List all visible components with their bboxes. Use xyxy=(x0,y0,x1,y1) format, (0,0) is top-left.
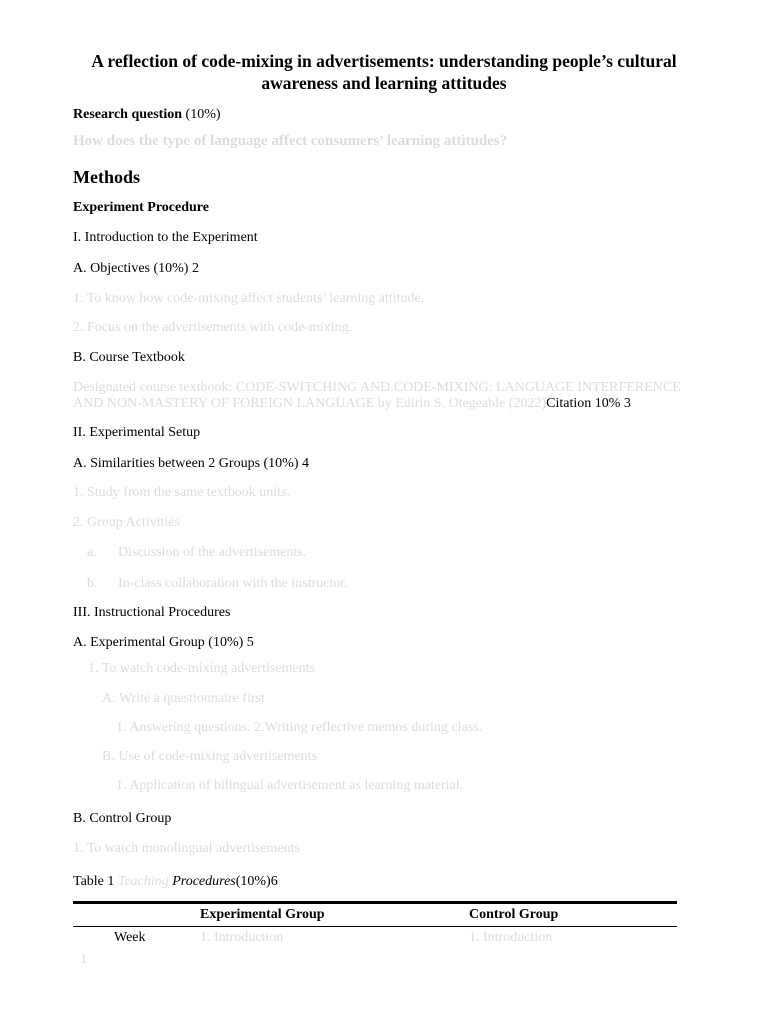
section-introduction: I. Introduction to the Experiment xyxy=(73,230,258,245)
objective-item-1: 1. To know how code-mixing affect students’ learning attitude. xyxy=(73,291,425,306)
similarity-item-1: 1. Study from the same textbook units. xyxy=(73,485,290,500)
experimental-item-1: 1. To watch code-mixing advertisements xyxy=(88,661,315,676)
table-header-rule xyxy=(73,926,677,927)
methods-heading: Methods xyxy=(73,167,140,187)
course-textbook-line-2 xyxy=(73,396,631,412)
research-question-weight: (10%) xyxy=(185,107,221,122)
experimental-item-1a: A. Write a questionnaire first xyxy=(102,691,265,706)
table-row-week-label: Week xyxy=(114,930,146,945)
objective-item-2: 2. Focus on the advertisements with code-mixing. xyxy=(73,320,353,335)
section-experimental-setup: II. Experimental Setup xyxy=(73,425,201,440)
similarity-item-2: 2. Group Activities xyxy=(73,515,180,530)
course-textbook-citation: AND NON-MASTERY OF FOREIGN LANGUAGE by Edirin S. Otegeable (2022) xyxy=(73,396,547,411)
table-row-week-experimental: 1. Introduction xyxy=(200,930,284,945)
section-instructional-procedures: III. Instructional Procedures xyxy=(73,605,231,620)
course-textbook-label: B. Course Textbook xyxy=(73,350,185,365)
experimental-item-1b-1: 1. Application of bilingual advertisement as learning material. xyxy=(116,778,464,793)
control-item-1: 1. To watch monolingual advertisements xyxy=(73,841,300,856)
similarity-item-2b: In-class collaboration with the instructor. xyxy=(118,576,348,591)
course-textbook-line-1: Designated course textbook: CODE-SWITCHING AND CODE-MIXING: LANGUAGE INTERFERENCE xyxy=(73,380,681,395)
table-caption-prefix: Table 1 xyxy=(73,874,118,889)
table-caption-italic: Procedures xyxy=(168,874,236,889)
table-top-rule xyxy=(73,901,677,904)
research-question-label: Research question xyxy=(73,107,183,122)
table-header-experimental: Experimental Group xyxy=(200,907,325,922)
table-caption-faded: Teaching xyxy=(117,874,169,889)
table-caption-suffix: (10%)6 xyxy=(235,874,278,889)
table-row-week-control: 1. Introduction xyxy=(469,930,553,945)
similarities-label: A. Similarities between 2 Groups (10%) 4 xyxy=(73,456,310,471)
document-title-line-2: awareness and learning attitudes xyxy=(261,73,507,93)
research-question-line xyxy=(73,107,221,123)
research-question-text: How does the type of language affect consumers’ learning attitudes? xyxy=(73,133,508,149)
similarity-item-2a-marker: a. xyxy=(87,545,97,560)
experiment-procedure-subheading: Experiment Procedure xyxy=(73,200,209,215)
table-row-week-number: 1 xyxy=(80,952,87,967)
control-group-label: B. Control Group xyxy=(73,811,172,826)
similarity-item-2b-marker: b. xyxy=(87,576,98,591)
experimental-item-1b: B. Use of code-mixing advertisements xyxy=(102,749,318,764)
table-caption xyxy=(73,874,278,890)
objectives-label: A. Objectives (10%) 2 xyxy=(73,261,199,276)
table-header-control: Control Group xyxy=(469,907,559,922)
experimental-group-label: A. Experimental Group (10%) 5 xyxy=(73,635,254,650)
document-title-line-1: A reflection of code-mixing in advertisements: understanding people’s cultural xyxy=(91,51,677,71)
experimental-item-1a-1: 1. Answering questions. 2.Writing reflective memos during class. xyxy=(116,720,483,735)
citation-note: Citation 10% 3 xyxy=(546,396,631,411)
similarity-item-2a: Discussion of the advertisements. xyxy=(118,545,307,560)
